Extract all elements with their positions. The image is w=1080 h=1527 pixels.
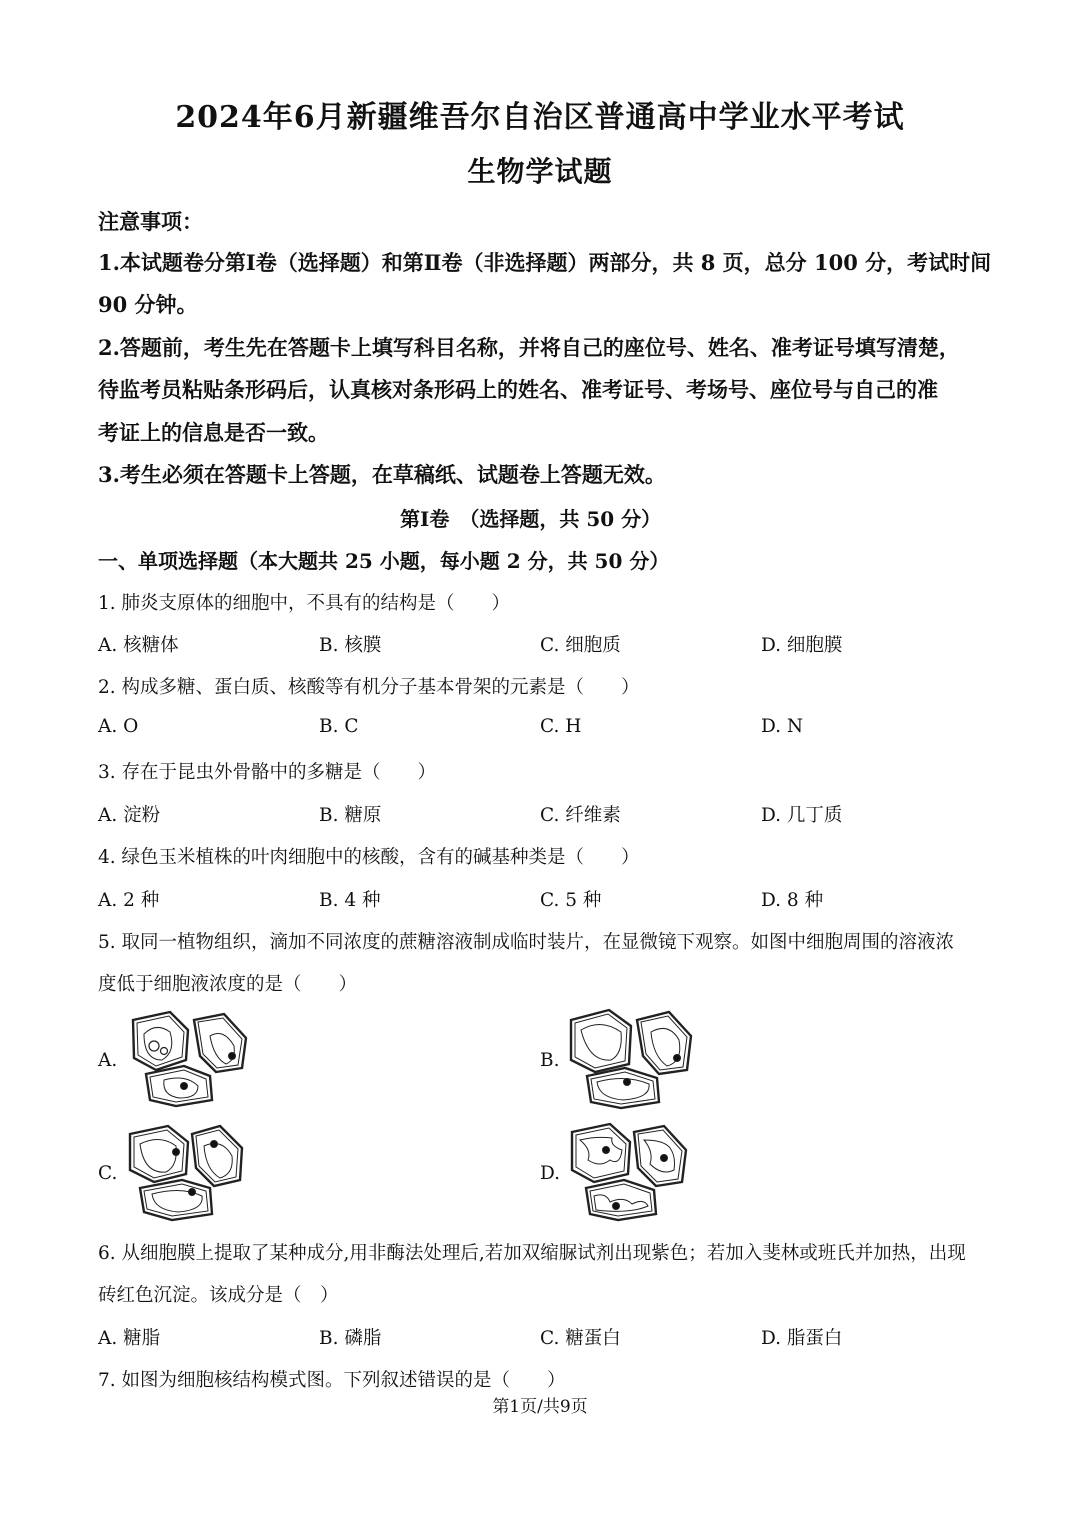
options-row: [98, 1324, 998, 1350]
cells-figure-b: [565, 1006, 695, 1110]
question-stem: 7. 如图为细胞核结构模式图。下列叙述错误的是（ ）: [98, 1370, 566, 1391]
question-stem: 1. 肺炎支原体的细胞中，不具有的结构是（ ）: [98, 593, 511, 614]
option-b: B. 核膜: [319, 635, 382, 656]
question-stem: 度低于细胞液浓度的是（ ）: [98, 974, 358, 995]
option-a: A. O: [98, 716, 139, 737]
cells-figure-c: [126, 1122, 251, 1222]
notice-line: 1.本试题卷分第Ⅰ卷（选择题）和第Ⅱ卷（非选择题）两部分，共 8 页，总分 100 分，考试时间: [98, 250, 992, 275]
question-stem: 5. 取同一植物组织，滴加不同浓度的蔗糖溶液制成临时装片，在显微镜下观察。如图中细胞周围的溶液浓: [98, 932, 955, 953]
option-d: D. N: [761, 716, 804, 737]
option-b: B. C: [319, 716, 359, 737]
option-a: A. 淀粉: [98, 805, 161, 826]
option-c: C. 糖蛋白: [540, 1328, 621, 1349]
question-stem: 4. 绿色玉米植株的叶肉细胞中的核酸，含有的碱基种类是（ ）: [98, 847, 640, 868]
option-d: D. 几丁质: [761, 805, 843, 826]
figure-label-c: C.: [98, 1163, 118, 1184]
figure-label-d: D.: [540, 1163, 561, 1184]
notice-line: 2.答题前，考生先在答题卡上填写科目名称，并将自己的座位号、姓名、准考证号填写清楚，: [98, 335, 960, 360]
option-b: B. 磷脂: [319, 1328, 382, 1349]
option-a: A. 糖脂: [98, 1328, 161, 1349]
figure-label-b: B.: [540, 1050, 560, 1071]
option-d: D. 脂蛋白: [761, 1328, 843, 1349]
question-stem: 6. 从细胞膜上提取了某种成分,用非酶法处理后,若加双缩脲试剂出现紫色；若加入斐林或班氏并加热，出现: [98, 1243, 966, 1264]
exam-title: 2024年6月新疆维吾尔自治区普通高中学业水平考试: [175, 100, 905, 135]
option-d: D. 8 种: [761, 890, 824, 911]
option-c: C. H: [540, 716, 582, 737]
notice-heading: 注意事项：: [98, 209, 203, 234]
notice-line: 90 分钟。: [98, 292, 198, 317]
option-b: B. 4 种: [319, 890, 381, 911]
cells-figure-a: [128, 1008, 253, 1108]
part-title: 一、单项选择题（本大题共 25 小题，每小题 2 分，共 50 分）: [98, 549, 670, 573]
question-stem: 砖红色沉淀。该成分是（ ）: [98, 1285, 339, 1306]
options-row: [98, 716, 998, 742]
volume-title: 第Ⅰ卷 （选择题，共 50 分）: [400, 507, 662, 531]
question-stem: 2. 构成多糖、蛋白质、核酸等有机分子基本骨架的元素是（ ）: [98, 677, 640, 698]
figure-label-a: A.: [98, 1050, 118, 1071]
option-c: C. 纤维素: [540, 805, 621, 826]
page-footer: 第1页/共9页: [492, 1397, 588, 1417]
option-b: B. 糖原: [319, 805, 382, 826]
option-c: C. 5 种: [540, 890, 602, 911]
options-row: [98, 801, 998, 827]
notice-line: 3.考生必须在答题卡上答题，在草稿纸、试题卷上答题无效。: [98, 462, 666, 487]
option-a: A. 核糖体: [98, 635, 179, 656]
exam-subtitle: 生物学试题: [467, 155, 613, 188]
cells-figure-d: [566, 1120, 694, 1222]
notice-line: 考证上的信息是否一致。: [98, 420, 329, 445]
question-stem: 3. 存在于昆虫外骨骼中的多糖是（ ）: [98, 762, 437, 783]
options-row: [98, 631, 998, 657]
option-d: D. 细胞膜: [761, 635, 843, 656]
options-row: [98, 886, 998, 912]
notice-line: 待监考员粘贴条形码后，认真核对条形码上的姓名、准考证号、考场号、座位号与自己的准: [98, 377, 938, 402]
option-c: C. 细胞质: [540, 635, 621, 656]
option-a: A. 2 种: [98, 890, 160, 911]
